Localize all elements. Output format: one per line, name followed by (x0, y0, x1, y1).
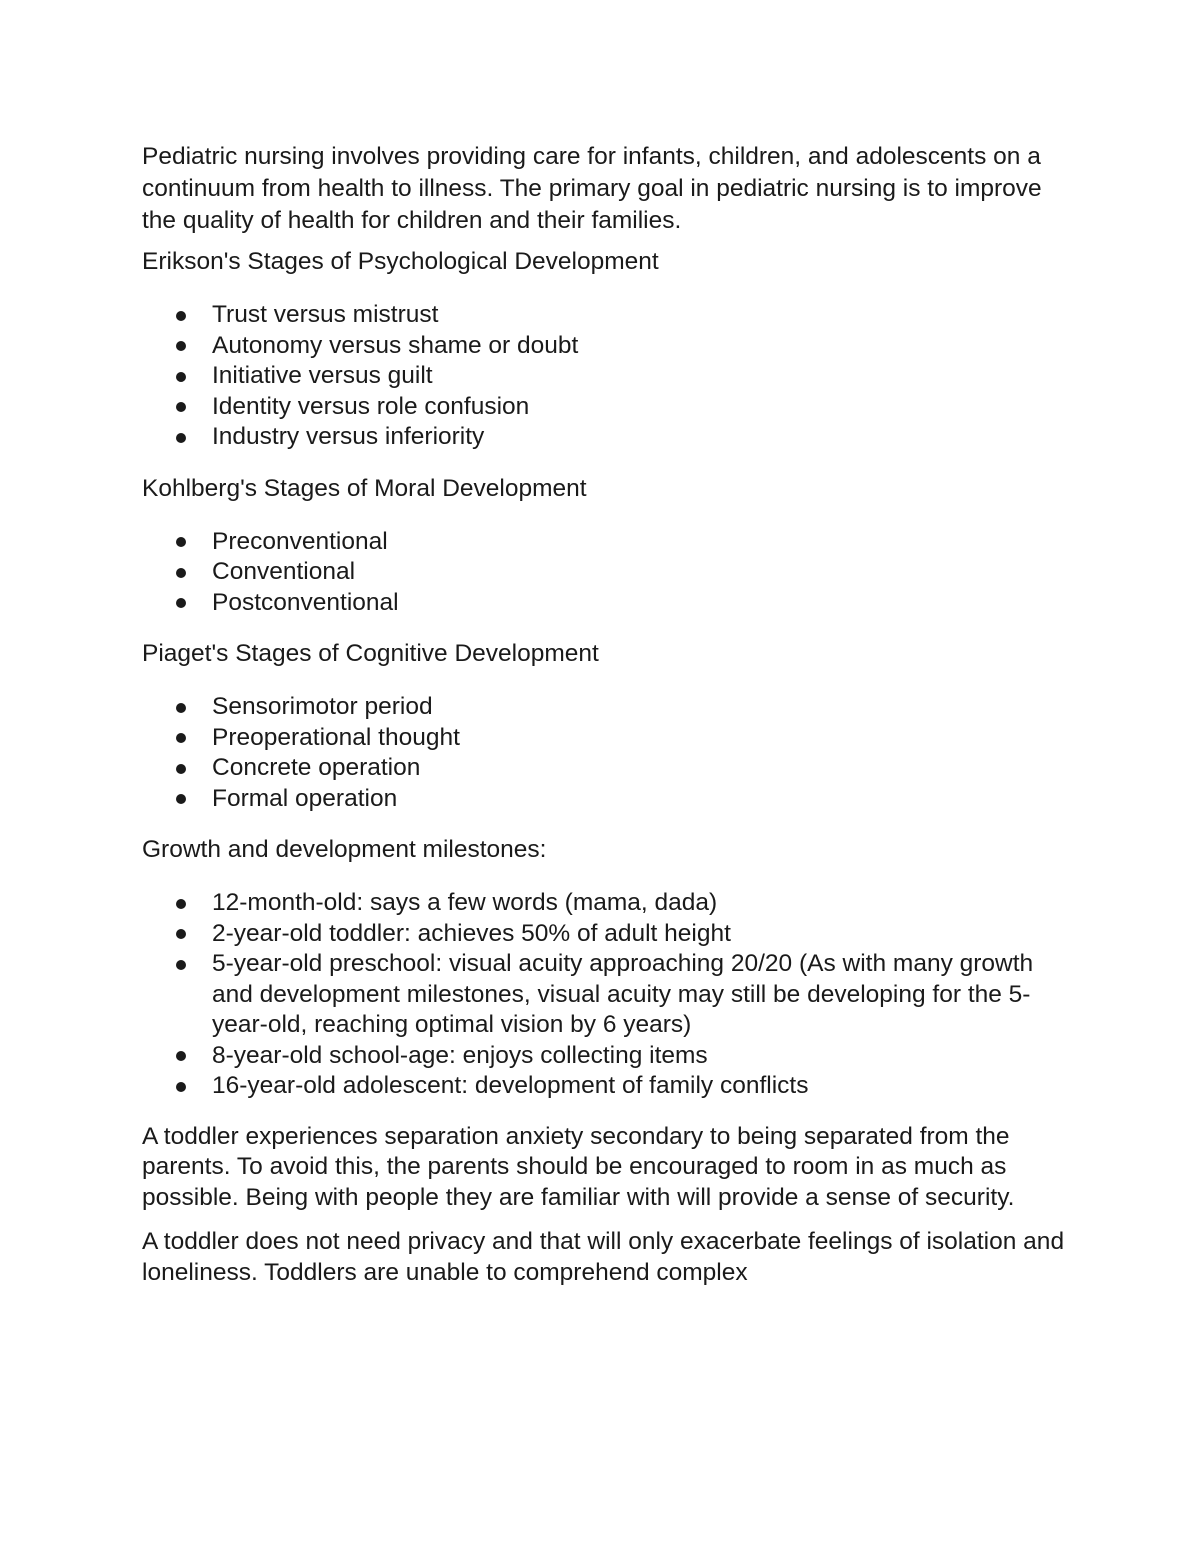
bullet-icon (176, 764, 186, 774)
list-item (142, 1071, 1072, 1102)
piaget-heading: Piaget's Stages of Cognitive Development (142, 640, 599, 667)
list-item (142, 888, 1072, 919)
list-item (142, 1041, 1072, 1072)
bullet-icon (176, 372, 186, 382)
list-item-text: Trust versus mistrust (212, 301, 439, 328)
list-item (142, 919, 1072, 950)
erikson-heading: Erikson's Stages of Psychological Development (142, 248, 659, 275)
bullet-icon (176, 960, 186, 970)
list-item (142, 588, 1072, 619)
bullet-icon (176, 794, 186, 804)
list-item-text: Conventional (212, 558, 356, 585)
bullet-icon (176, 1082, 186, 1092)
bullet-icon (176, 341, 186, 351)
list-item (142, 527, 1072, 558)
list-item (142, 949, 1072, 1041)
list-item (142, 692, 1072, 723)
list-item (142, 753, 1072, 784)
milestones-heading: Growth and development milestones: (142, 836, 547, 863)
list-item-text: Autonomy versus shame or doubt (212, 331, 579, 359)
bullet-icon (176, 899, 186, 909)
piaget-list (142, 692, 1072, 814)
list-item (142, 300, 1072, 331)
erikson-list (142, 300, 1072, 453)
list-item (142, 723, 1072, 754)
list-item-text: Sensorimotor period (212, 693, 433, 720)
kohlberg-list (142, 527, 1072, 619)
list-item-text: Preconventional (212, 527, 388, 555)
list-item-text: Identity versus role confusion (212, 392, 530, 420)
document-page (142, 141, 1072, 1302)
list-item-text: 8-year-old school-age: enjoys collecting items (212, 1041, 708, 1069)
list-item (142, 392, 1072, 423)
list-item-text: Preoperational thought (212, 723, 460, 751)
list-item-text: 2-year-old toddler: achieves 50% of adult height (212, 919, 731, 947)
list-item (142, 331, 1072, 362)
bullet-icon (176, 598, 186, 608)
list-item-text: 12-month-old: says a few words (mama, dada) (212, 889, 718, 916)
list-item (142, 361, 1072, 392)
bullet-icon (176, 433, 186, 443)
list-item (142, 784, 1072, 815)
bullet-icon (176, 537, 186, 547)
bullet-icon (176, 568, 186, 578)
list-item (142, 422, 1072, 453)
list-item-text: Industry versus inferiority (212, 423, 485, 450)
list-item-text: 16-year-old adolescent: development of family conflicts (212, 1072, 809, 1099)
privacy-paragraph: A toddler does not need privacy and that will only exacerbate feelings of isolation and loneliness. Toddlers are unable to comprehend complex (142, 1228, 1065, 1286)
list-item-text: Concrete operation (212, 754, 421, 781)
bullet-icon (176, 733, 186, 743)
bullet-icon (176, 311, 186, 321)
bullet-icon (176, 402, 186, 412)
list-item-text: Formal operation (212, 784, 398, 812)
bullet-icon (176, 703, 186, 713)
bullet-icon (176, 1051, 186, 1061)
list-item (142, 557, 1072, 588)
bullet-icon (176, 929, 186, 939)
separation-anxiety-paragraph: A toddler experiences separation anxiety secondary to being separated from the parents. To avoid this, the parents should be encouraged to room in as much as possible. Being with people they are familiar with will provide a sense of security. (142, 1122, 1015, 1211)
list-item-text: 5-year-old preschool: visual acuity approaching 20/20 (As with many growth and development milestones, visual acuity may still be developing for the 5-year-old, reaching optimal vision by 6 years) (212, 950, 1034, 1038)
milestones-list (142, 888, 1072, 1102)
kohlberg-heading: Kohlberg's Stages of Moral Development (142, 474, 587, 502)
list-item-text: Initiative versus guilt (212, 362, 433, 389)
list-item-text: Postconventional (212, 588, 399, 616)
intro-paragraph: Pediatric nursing involves providing care for infants, children, and adolescents on a continuum from health to illness. The primary goal in pediatric nursing is to improve the quality of health for children and their families. (142, 143, 1042, 234)
